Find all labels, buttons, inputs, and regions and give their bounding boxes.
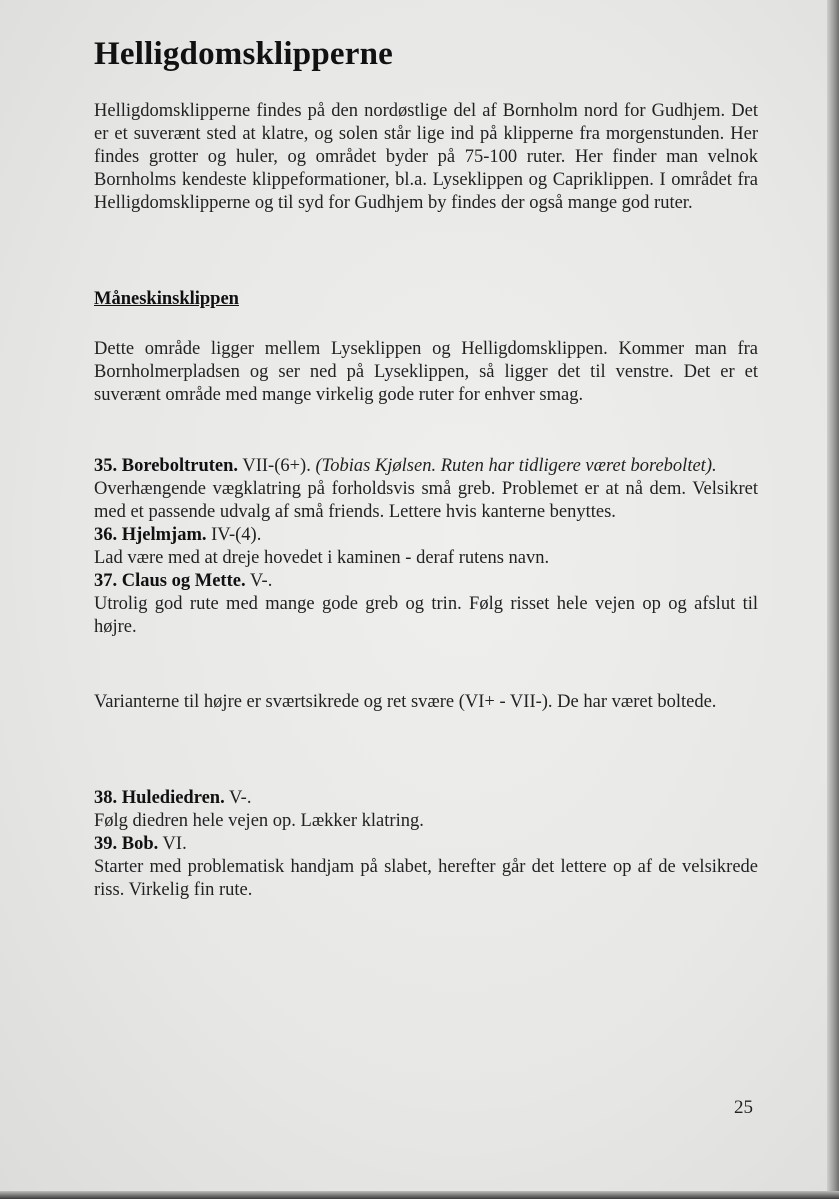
route-entry [94,833,758,902]
route-title: 37. Claus og Mette. [94,571,246,591]
route-list-a [94,455,758,639]
route-title: 38. Hulediedren. [94,788,225,808]
page-number: 25 [734,1097,753,1118]
section-intro-paragraph: Dette område ligger mellem Lyseklippen og Helligdomsklippen. Kommer man fra Bornholmerpladsen og ser ned på Lyseklippen, så ligger det til venstre. Det er et suverænt område med mange virkelig gode ruter for enhver smag. [94,339,758,405]
page-bottom-edge [0,1191,839,1199]
route-description: Utrolig god rute med mange gode greb og trin. Følg risset hele vejen op og afslut til højre. [94,594,758,637]
page-title: Helligdomsklipperne [94,36,393,72]
route-description: Overhængende vægklatring på forholdsvis små greb. Problemet er at nå dem. Velsikret med et passende udvalg af små friends. Lettere hvis kanterne benyttes. [94,479,758,522]
route-grade: V-. [224,788,252,808]
section-heading: Måneskinsklippen [94,289,239,309]
route-entry [94,787,758,833]
route-title: 35. Boreboltruten. [94,456,239,476]
route-note: (Tobias Kjølsen. Ruten har tidligere været boreboltet). [315,456,717,476]
route-title: 36. Hjelmjam. [94,525,207,545]
route-description: Starter med problematisk handjam på slabet, herefter går det lettere op af de velsikrede riss. Virkelig fin rute. [94,857,758,900]
route-grade: V-. [245,571,273,591]
route-description: Lad være med at dreje hovedet i kaminen - deraf rutens navn. [94,548,550,568]
route-list-b [94,787,758,902]
intro-paragraph: Helligdomsklipperne findes på den nordøstlige del af Bornholm nord for Gudhjem. Det er et suverænt sted at klatre, og solen står lige ind på klipperne fra morgenstunden. Her findes grotter og huler, og området byder på 75-100 ruter. Her finder man velnok Bornholms kendeste klippeformationer, bl.a. Lyseklippen og Capriklippen. I området fra Helligdomsklipperne og til syd for Gudhjem by findes der også mange god ruter. [94,101,758,213]
route-title: 39. Bob. [94,834,159,854]
page-spine-shadow [827,0,839,1199]
variants-paragraph: Varianterne til højre er sværtsikrede og ret svære (VI+ - VII-). De har været boltede. [94,692,717,712]
route-grade: VI. [158,834,187,854]
route-grade: VII-(6+). [238,456,316,476]
route-entry [94,524,758,570]
route-entry [94,455,758,524]
route-entry [94,570,758,639]
route-grade: IV-(4). [206,525,262,545]
route-description: Følg diedren hele vejen op. Lækker klatring. [94,811,424,831]
